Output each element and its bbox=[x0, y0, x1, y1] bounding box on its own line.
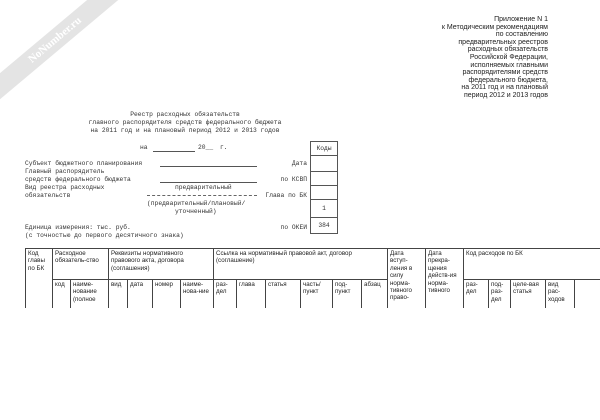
appendix-line: Приложение N 1 bbox=[494, 16, 548, 23]
th-sub-empty bbox=[574, 279, 600, 308]
th-reference: Ссылка на нормативный правовой акт, договор (соглашение) bbox=[213, 248, 387, 279]
th-sub: целе-вая статья bbox=[510, 279, 545, 308]
th-sub: под-раз-дел bbox=[488, 279, 510, 308]
kind-hint-2: уточненный) bbox=[175, 208, 217, 215]
okei-label: по ОКЕИ bbox=[280, 224, 307, 231]
appendix-line: распорядителями средств bbox=[462, 69, 548, 77]
date-prefix: на bbox=[140, 144, 148, 151]
th-start-date: Дата вступ-ления в силу норма-тивного право- bbox=[387, 248, 425, 308]
codes-header: Коды bbox=[316, 145, 332, 152]
th-sub: раз-дел bbox=[463, 279, 488, 308]
date-year: 20__ bbox=[198, 144, 214, 151]
ksvp-label: по КСВП bbox=[280, 176, 307, 183]
appendix-line: Российской Федерации, bbox=[469, 53, 548, 61]
th-chapter-code: Код главы по БК bbox=[25, 248, 52, 308]
chapter-label: Глава по БК bbox=[265, 192, 307, 199]
unit-label-2: (с точностью до первого десятичного знака) bbox=[25, 232, 184, 239]
appendix-line: федерального бюджета, bbox=[468, 76, 548, 84]
appendix-line: по составлению bbox=[495, 31, 548, 39]
th-sub: часть/ пункт bbox=[300, 279, 332, 308]
th-obligation: Расходное обязатель-ство bbox=[52, 248, 108, 279]
th-sub: номер bbox=[152, 279, 180, 308]
main-label-1: Главный распорядитель bbox=[25, 168, 105, 175]
th-sub: код bbox=[52, 279, 70, 308]
th-sub: статья bbox=[265, 279, 300, 308]
title-line: на 2011 год и на плановый период 2012 и 2013 годов bbox=[90, 127, 280, 134]
th-sub: глава bbox=[236, 279, 265, 308]
title-line: главного распорядителя средств федерального бюджета bbox=[88, 119, 282, 126]
kind-value[interactable]: предварительный bbox=[175, 184, 232, 191]
appendix-line: предварительных реестров bbox=[458, 38, 548, 46]
main-label-2: средств федерального бюджета bbox=[25, 176, 131, 183]
title-line: Реестр расходных обязательств bbox=[130, 111, 240, 118]
th-sub: дата bbox=[127, 279, 152, 308]
subject-label: Субъект бюджетного планирования bbox=[25, 160, 143, 167]
th-requisites: Реквизиты нормативного правового акта, договора (соглашения) bbox=[108, 248, 213, 279]
th-sub: абзац bbox=[361, 279, 387, 308]
kind-label-1: Вид реестра расходных bbox=[25, 184, 105, 191]
appendix-line: расходных обязательств bbox=[467, 46, 548, 54]
watermark: NoNumber.ru bbox=[0, 0, 134, 109]
code-okei[interactable]: 384 bbox=[311, 217, 337, 233]
appendix-line: на 2011 год и на плановый bbox=[461, 84, 548, 92]
th-end-date: Дата прекра-щения действ-ия норма-тивного bbox=[425, 248, 463, 308]
th-sub: раз-дел bbox=[213, 279, 236, 308]
appendix-line: исполняемых главными bbox=[470, 61, 548, 69]
th-sub: наиме-нова-ние bbox=[180, 279, 213, 308]
kind-hint-1: (предварительный/плановый/ bbox=[147, 200, 246, 207]
code-kind[interactable]: 1 bbox=[311, 199, 337, 217]
date-label: Дата bbox=[291, 160, 307, 167]
th-sub: вид bbox=[108, 279, 127, 308]
th-sub: наиме-нование (полное bbox=[70, 279, 108, 308]
appendix-line: период 2012 и 2013 годов bbox=[464, 91, 548, 99]
kind-label-2: обязательств bbox=[25, 192, 71, 199]
th-expense-code: Код расходов по БК bbox=[463, 248, 600, 279]
th-sub: под-пункт bbox=[332, 279, 361, 308]
th-sub: вид рас-ходов bbox=[545, 279, 574, 308]
date-suffix: г. bbox=[220, 144, 228, 151]
unit-label-1: Единица измерения: тыс. руб. bbox=[25, 224, 131, 231]
appendix-line: к Методическим рекомендациям bbox=[441, 23, 548, 31]
